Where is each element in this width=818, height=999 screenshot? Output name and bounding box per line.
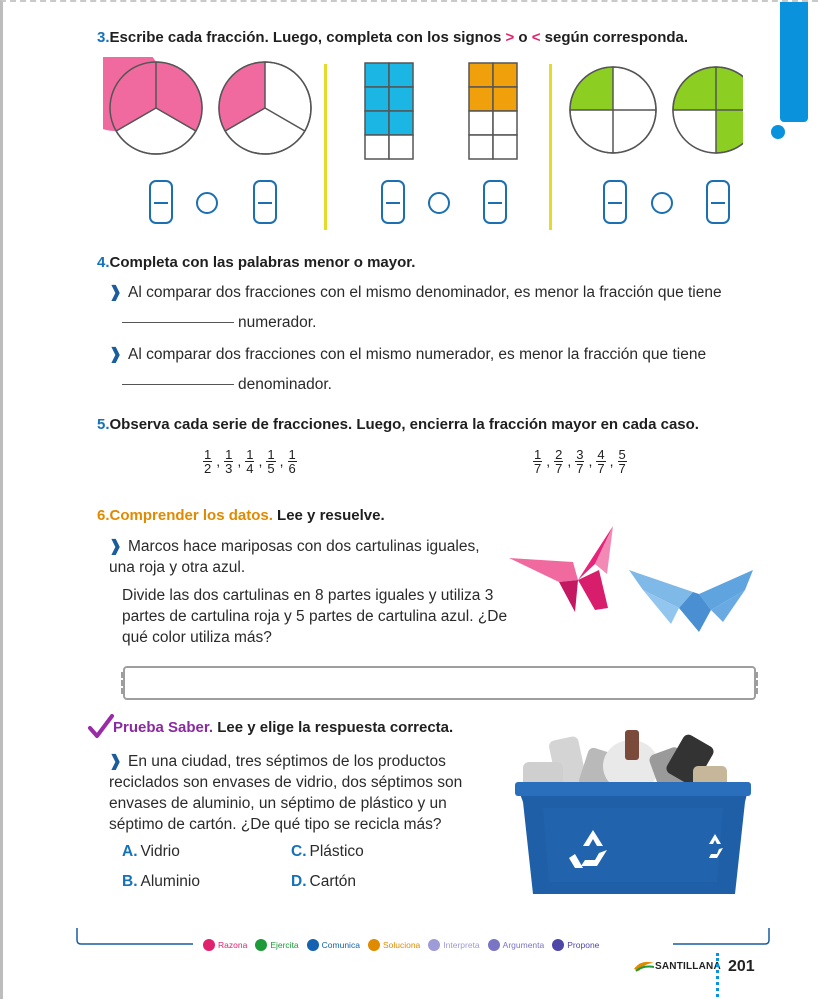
- denominator: 7: [576, 461, 584, 476]
- exercise-3-text-end: según corresponda.: [540, 29, 689, 46]
- denominator: 7: [534, 461, 542, 476]
- exercise-4-heading: [97, 254, 415, 271]
- legend-label: Razona: [218, 940, 248, 950]
- series-2-fraction[interactable]: [533, 448, 542, 475]
- compare-circle-3[interactable]: [651, 192, 673, 214]
- comma: ,: [258, 453, 263, 469]
- comma: ,: [546, 453, 551, 469]
- orange-rectangle: [469, 63, 517, 159]
- bullet-icon: ❱: [109, 284, 122, 301]
- legend-dot-icon: [488, 939, 500, 951]
- pink-circle-1: [103, 57, 202, 154]
- series-1-fraction[interactable]: [203, 448, 212, 475]
- numerator: 1: [204, 447, 212, 462]
- legend-label: Interpreta: [443, 940, 480, 950]
- numerator: 2: [555, 447, 563, 462]
- separator-2: [549, 64, 552, 230]
- prueba-saber-question: [109, 751, 494, 835]
- legend-dot-icon: [203, 939, 215, 951]
- compare-circle-2[interactable]: [428, 192, 450, 214]
- answer-blank-1[interactable]: [122, 322, 234, 323]
- legend-label: Comunica: [321, 940, 360, 950]
- green-circle-1: [570, 67, 656, 153]
- exercise-4-item-1-tail: numerador.: [238, 314, 317, 331]
- denominator: 7: [555, 461, 563, 476]
- option-d-letter: D.: [291, 873, 307, 890]
- legend-item: [255, 939, 298, 951]
- exercise-4-item-1-answer: [122, 312, 316, 333]
- bullet-icon: ❱: [109, 538, 122, 555]
- comma: ,: [588, 453, 593, 469]
- bullet-icon: ❱: [109, 753, 122, 770]
- option-c-text: Plástico: [309, 843, 364, 860]
- exercise-3-number: 3.: [97, 29, 110, 46]
- legend-label: Argumenta: [502, 940, 545, 950]
- series-1-fraction[interactable]: [245, 448, 254, 475]
- denominator: 6: [288, 461, 296, 476]
- numerator: 1: [288, 447, 296, 462]
- fraction-series-2: [533, 448, 627, 475]
- butterflies-image: [503, 520, 763, 640]
- exercise-3-or: o: [514, 29, 532, 46]
- fraction-figures: [103, 57, 743, 177]
- legend-dot-icon: [428, 939, 440, 951]
- option-a[interactable]: [122, 843, 180, 861]
- greater-than-sign: >: [505, 29, 515, 46]
- series-1-fraction[interactable]: [266, 448, 275, 475]
- publisher-swoosh-icon: [633, 959, 655, 973]
- exercise-6-title: Lee y resuelve.: [272, 507, 385, 524]
- exercise-6-p1-text: Marcos hace mariposas con dos cartulinas iguales, una roja y otra azul.: [109, 538, 480, 576]
- denominator: 3: [225, 461, 233, 476]
- legend-item: [307, 939, 360, 951]
- exercise-4-title: Completa con las palabras menor o mayor.: [109, 254, 416, 271]
- page-tab: [780, 2, 808, 122]
- option-b[interactable]: [122, 873, 200, 891]
- page-number: 201: [728, 958, 755, 975]
- exercise-4-item-2: [109, 344, 749, 365]
- exercise-4-item-1: [109, 282, 749, 303]
- comma: ,: [216, 453, 221, 469]
- comma: ,: [567, 453, 572, 469]
- fraction-slot-2a[interactable]: [381, 180, 405, 224]
- answer-box[interactable]: [123, 666, 756, 700]
- legend-item: [428, 939, 479, 951]
- separator-1: [324, 64, 327, 230]
- page-tab-dot: [771, 125, 785, 139]
- exercise-4-item-2-tail: denominador.: [238, 376, 332, 393]
- comma: ,: [279, 453, 284, 469]
- publisher-logo: [633, 959, 721, 973]
- prueba-saber-heading: [113, 719, 453, 736]
- green-circle-2: [673, 67, 743, 153]
- series-2-fraction[interactable]: [596, 448, 605, 475]
- fraction-slot-3b[interactable]: [706, 180, 730, 224]
- cyan-rectangle: [365, 63, 413, 159]
- exercise-5-heading: [97, 416, 699, 433]
- legend-item: [552, 939, 599, 951]
- exercise-4-item-2-answer: [122, 374, 332, 395]
- pink-butterfly: [509, 526, 613, 612]
- series-1-fraction[interactable]: [288, 448, 297, 475]
- answer-blank-2[interactable]: [122, 384, 234, 385]
- comma: ,: [237, 453, 242, 469]
- legend-item: [368, 939, 420, 951]
- fraction-slot-1a[interactable]: [149, 180, 173, 224]
- pink-circle-2: [219, 62, 311, 154]
- page-number-divider: [716, 953, 719, 997]
- compare-circle-1[interactable]: [196, 192, 218, 214]
- exercise-5-title: Observa cada serie de fracciones. Luego, encierra la fracción mayor en cada caso.: [109, 416, 699, 433]
- series-2-fraction[interactable]: [618, 448, 627, 475]
- exercise-4-item-2-text: Al comparar dos fracciones con el mismo numerador, es menor la fracción que tiene: [128, 346, 707, 363]
- blue-butterfly: [629, 570, 753, 632]
- legend-item: [203, 939, 247, 951]
- numerator: 1: [246, 447, 254, 462]
- numerator: 3: [576, 447, 584, 462]
- checkmark-icon: [88, 714, 114, 740]
- comma: ,: [609, 453, 614, 469]
- denominator: 7: [618, 461, 626, 476]
- recycling-bin-image: [513, 728, 753, 904]
- legend-item: [488, 939, 545, 951]
- less-than-sign: <: [531, 29, 541, 46]
- numerator: 1: [534, 447, 542, 462]
- exercise-5-number: 5.: [97, 416, 110, 433]
- exercise-6-number: 6.: [97, 507, 110, 524]
- prueba-saber-question-text: En una ciudad, tres séptimos de los productos reciclados son envases de vidrio, dos séptimos son envases de aluminio, un séptimo de plástico y un séptimo de cartón. ¿De qué tipo se recicla más?: [109, 753, 463, 833]
- numerator: 1: [267, 447, 275, 462]
- option-a-text: Vidrio: [140, 843, 180, 860]
- publisher-name: SANTILLANA: [655, 960, 721, 972]
- numerator: 4: [597, 447, 605, 462]
- option-b-letter: B.: [122, 873, 138, 890]
- exercise-6-paragraph-2: Divide las dos cartulinas en 8 partes iguales y utiliza 3 partes de cartulina roja y 5 partes de cartulina azul. ¿De qué color utiliza más?: [122, 587, 508, 646]
- option-c[interactable]: [291, 843, 364, 861]
- legend-dot-icon: [368, 939, 380, 951]
- fraction-series-1: [203, 448, 297, 475]
- denominator: 4: [246, 461, 254, 476]
- denominator: 2: [204, 461, 212, 476]
- series-2-fraction[interactable]: [575, 448, 584, 475]
- option-d-text: Cartón: [309, 873, 357, 890]
- option-c-letter: C.: [291, 843, 307, 860]
- option-b-text: Aluminio: [140, 873, 200, 890]
- skills-legend: [203, 939, 607, 951]
- fraction-slot-2b[interactable]: [483, 180, 507, 224]
- numerator: 1: [225, 447, 233, 462]
- legend-dot-icon: [307, 939, 319, 951]
- legend-label: Propone: [567, 940, 600, 950]
- exercise-3-heading: [97, 29, 688, 46]
- fraction-slot-3a[interactable]: [603, 180, 627, 224]
- prueba-saber-title: Lee y elige la respuesta correcta.: [213, 719, 454, 736]
- prueba-saber-label: Prueba Saber.: [113, 719, 214, 736]
- numerator: 5: [618, 447, 626, 462]
- exercise-3-text: Escribe cada fracción. Luego, completa con los signos: [109, 29, 506, 46]
- legend-dot-icon: [255, 939, 267, 951]
- exercise-6-paragraph-1: [109, 536, 494, 578]
- option-d[interactable]: [291, 873, 356, 891]
- exercise-4-number: 4.: [97, 254, 110, 271]
- fraction-slot-1b[interactable]: [253, 180, 277, 224]
- legend-label: Ejercita: [270, 940, 299, 950]
- denominator: 7: [597, 461, 605, 476]
- series-1-fraction[interactable]: [224, 448, 233, 475]
- series-2-fraction[interactable]: [554, 448, 563, 475]
- legend-label: Soluciona: [382, 940, 421, 950]
- denominator: 5: [267, 461, 275, 476]
- exercise-6-heading: [97, 507, 385, 524]
- option-a-letter: A.: [122, 843, 138, 860]
- bullet-icon: ❱: [109, 346, 122, 363]
- legend-dot-icon: [552, 939, 564, 951]
- exercise-6-highlight: Comprender los datos.: [109, 507, 273, 524]
- exercise-4-item-1-text: Al comparar dos fracciones con el mismo denominador, es menor la fracción que tiene: [128, 284, 722, 301]
